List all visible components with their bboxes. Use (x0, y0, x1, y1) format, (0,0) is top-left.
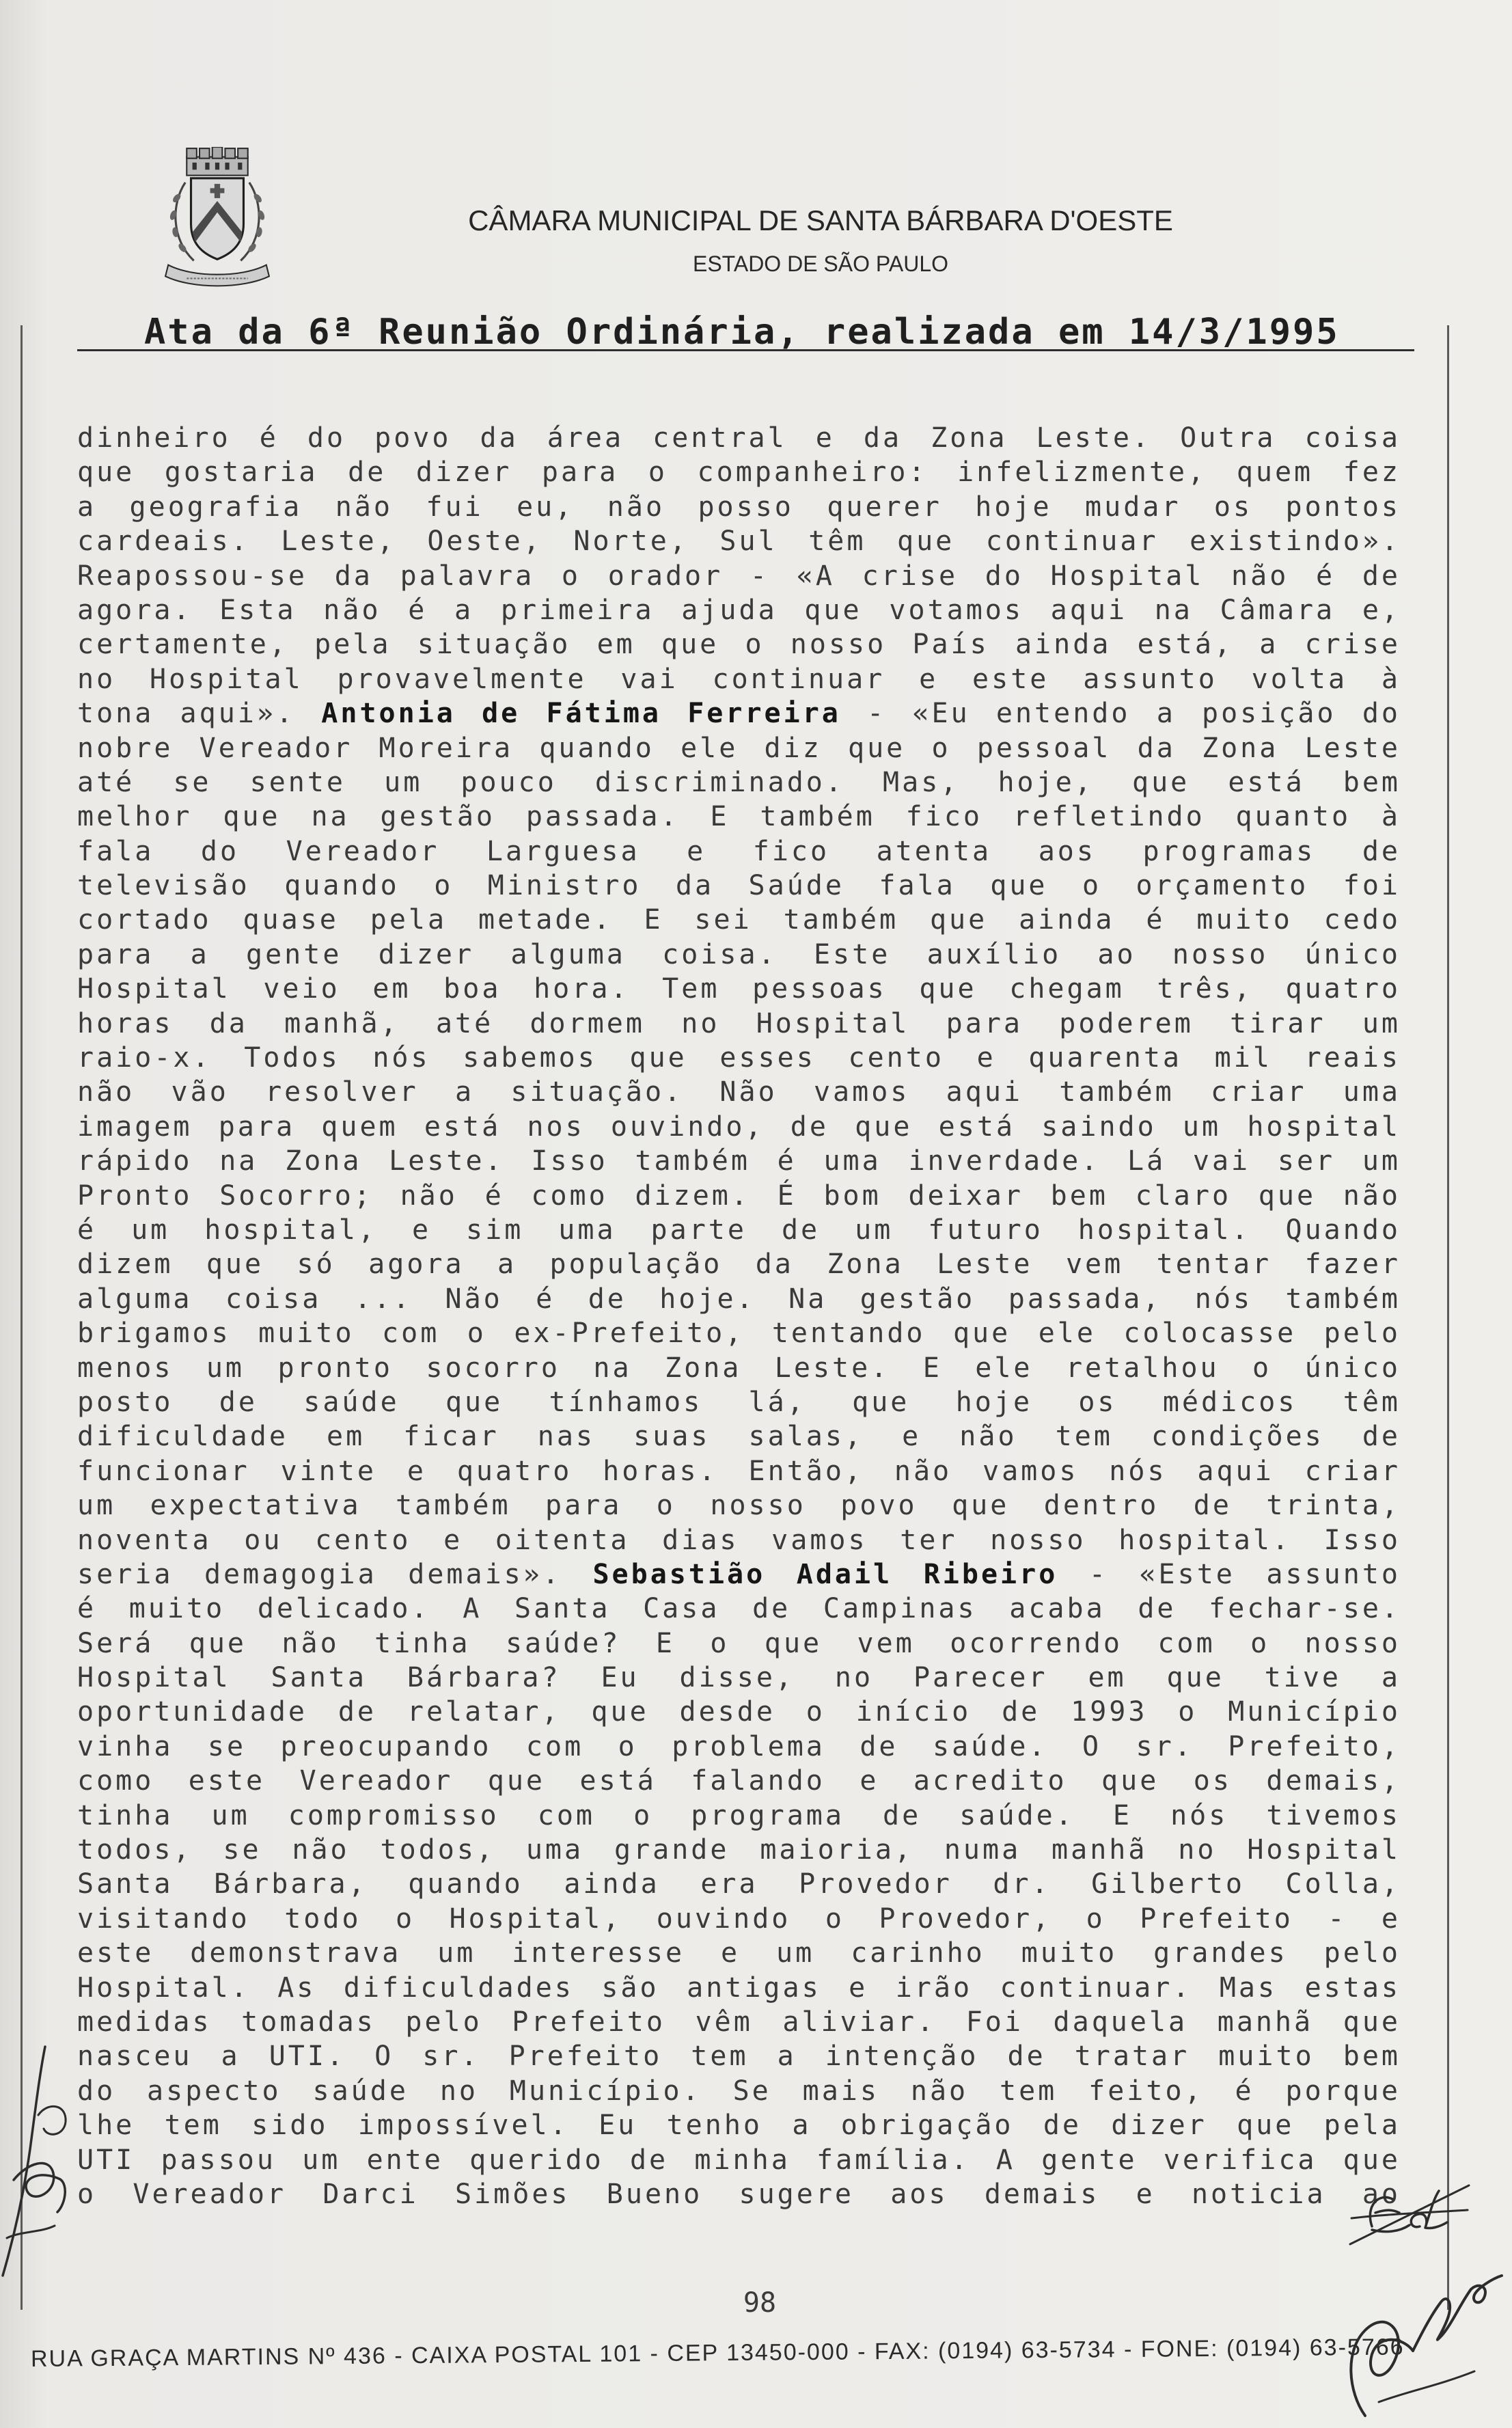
text-line: imagem para quem está nos ouvindo, de que está saindo um hospital (77, 1110, 1401, 1143)
text-line: não vão resolver a situação. Não vamos aqui também criar uma (77, 1076, 1401, 1108)
text-segment: - «Este assunto (1088, 1558, 1401, 1590)
text-line: Hospital Santa Bárbara? Eu disse, no Parecer em que tive a (77, 1662, 1401, 1694)
seal-ribbon (165, 265, 269, 286)
text-line: é um hospital, e sim uma parte de um futuro hospital. Quando (77, 1214, 1401, 1246)
text-line: menos um pronto socorro na Zona Leste. E ele retalhou o único (77, 1352, 1401, 1384)
text-line: funcionar vinte e quatro horas. Então, não vamos nós aqui criar (77, 1455, 1401, 1487)
text-line: brigamos muito com o ex-Prefeito, tentando que ele colocasse pelo (77, 1318, 1401, 1350)
seal-crown (187, 147, 247, 176)
text-line: até se sente um pouco discriminado. Mas, hoje, que está bem (77, 766, 1401, 798)
left-margin-line (20, 325, 23, 2310)
bottom-signature (1338, 2255, 1509, 2425)
text-line: um expectativa também para o nosso povo que dentro de trinta, (77, 1490, 1401, 1522)
text-line: noventa ou cento e oitenta dias vamos ter nosso hospital. Isso (77, 1524, 1401, 1556)
state-name: ESTADO DE SÃO PAULO (692, 251, 948, 276)
text-line: é muito delicado. A Santa Casa de Campinas acaba de fechar-se. (77, 1593, 1401, 1625)
text-line: medidas tomadas pelo Prefeito vêm aliviar. Foi daquela manhã que (77, 2006, 1401, 2038)
speaker-name: Sebastião Adail Ribeiro (592, 1558, 1058, 1590)
seal-shield (191, 178, 244, 260)
text-line: dinheiro é do povo da área central e da Zona Leste. Outra coisa (77, 422, 1401, 454)
speaker-name: Antonia de Fátima Ferreira (321, 698, 841, 730)
text-line: no Hospital provavelmente vai continuar e este assunto volta à (77, 663, 1401, 695)
municipal-coat-of-arms (164, 147, 271, 288)
text-line: televisão quando o Ministro da Saúde fala que o orçamento foi (77, 870, 1401, 902)
text-line: fala do Vereador Larguesa e fico atenta aos programas de (77, 835, 1401, 867)
text-line: Será que não tinha saúde? E o que vem ocorrendo com o nosso (77, 1627, 1401, 1659)
text-line: certamente, pela situação em que o nosso País ainda está, a crise (77, 629, 1401, 661)
text-line: Hospital veio em boa hora. Tem pessoas que chegam três, quatro (77, 973, 1401, 1005)
text-line (77, 696, 1401, 731)
text-line: alguma coisa ... Não é de hoje. Na gestão passada, nós também (77, 1283, 1401, 1315)
text-segment: seria demagogia demais». (77, 1558, 562, 1590)
text-segment: tona aqui». (77, 698, 296, 730)
text-line: tinha um compromisso com o programa de saúde. E nós tivemos (77, 1799, 1401, 1831)
text-line: agora. Esta não é a primeira ajuda que votamos aqui na Câmara e, (77, 594, 1401, 626)
document-title: Ata da 6ª Reunião Ordinária, realizada em 14/3/1995 (144, 312, 1340, 353)
text-line: dificuldade em ficar nas suas salas, e não tem condições de (77, 1421, 1401, 1453)
text-line: todos, se não todos, uma grande maioria, numa manhã no Hospital (77, 1834, 1401, 1866)
text-line: visitando todo o Hospital, ouvindo o Provedor, o Prefeito - e (77, 1902, 1401, 1935)
text-line: a geografia não fui eu, não posso querer hoje mudar os pontos (77, 491, 1401, 523)
page-number: 98 (743, 2287, 777, 2319)
footer-address: RUA GRAÇA MARTINS Nº 436 - CAIXA POSTAL 101 - CEP 13450-000 - FAX: (0194) 63-5734 - FONE: (0194) 63-5766 (30, 2334, 1405, 2372)
text-line: rápido na Zona Leste. Isso também é uma inverdade. Lá vai ser um (77, 1145, 1401, 1177)
text-line: dizem que só agora a população da Zona Leste vem tentar fazer (77, 1249, 1401, 1281)
text-line: cortado quase pela metade. E sei também que ainda é muito cedo (77, 904, 1401, 936)
institution-name: CÂMARA MUNICIPAL DE SANTA BÁRBARA D'OESTE (468, 204, 1173, 236)
text-line: Hospital. As dificuldades são antigas e irão continuar. Mas estas (77, 1972, 1401, 2004)
text-segment: - «Eu entendo a posição do (867, 698, 1401, 730)
text-line: do aspecto saúde no Município. Se mais não tem feito, é porque (77, 2075, 1401, 2107)
text-line: cardeais. Leste, Oeste, Norte, Sul têm que continuar existindo». (77, 526, 1401, 558)
text-line: Pronto Socorro; não é como dizem. É bom deixar bem claro que não (77, 1179, 1401, 1212)
text-line: vinha se preocupando com o problema de saúde. O sr. Prefeito, (77, 1730, 1401, 1762)
text-line: oportunidade de relatar, que desde o início de 1993 o Município (77, 1696, 1401, 1728)
minutes-body-text (77, 421, 1401, 2211)
text-line: posto de saúde que tínhamos lá, que hoje os médicos têm (77, 1386, 1401, 1418)
text-line: nobre Vereador Moreira quando ele diz que o pessoal da Zona Leste (77, 732, 1401, 764)
text-line: Santa Bárbara, quando ainda era Provedor dr. Gilberto Colla, (77, 1868, 1401, 1900)
text-line: UTI passou um ente querido de minha família. A gente verifica que (77, 2144, 1401, 2176)
initials-signature (1345, 2179, 1474, 2254)
margin-signature (0, 2033, 85, 2286)
title-underline (77, 349, 1414, 351)
text-line: horas da manhã, até dormem no Hospital para poderem tirar um (77, 1007, 1401, 1039)
right-margin-line (1447, 325, 1449, 2310)
text-line: para a gente dizer alguma coisa. Este auxílio ao nosso único (77, 938, 1401, 970)
text-line: lhe tem sido impossível. Eu tenho a obrigação de dizer que pela (77, 2110, 1401, 2142)
text-line (77, 1557, 1401, 1592)
text-line: Reapossou-se da palavra o orador - «A crise do Hospital não é de (77, 560, 1401, 592)
text-line: como este Vereador que está falando e acredito que os demais, (77, 1765, 1401, 1797)
text-line: que gostaria de dizer para o companheiro: infelizmente, quem fez (77, 456, 1401, 489)
text-line: nasceu a UTI. O sr. Prefeito tem a intenção de tratar muito bem (77, 2041, 1401, 2073)
text-line: melhor que na gestão passada. E também fico refletindo quanto à (77, 801, 1401, 833)
text-line: raio-x. Todos nós sabemos que esses cento e quarenta mil reais (77, 1042, 1401, 1074)
text-line: este demonstrava um interesse e um carinho muito grandes pelo (77, 1937, 1401, 1969)
text-line: o Vereador Darci Simões Bueno sugere aos demais e noticia ao (77, 2178, 1401, 2210)
